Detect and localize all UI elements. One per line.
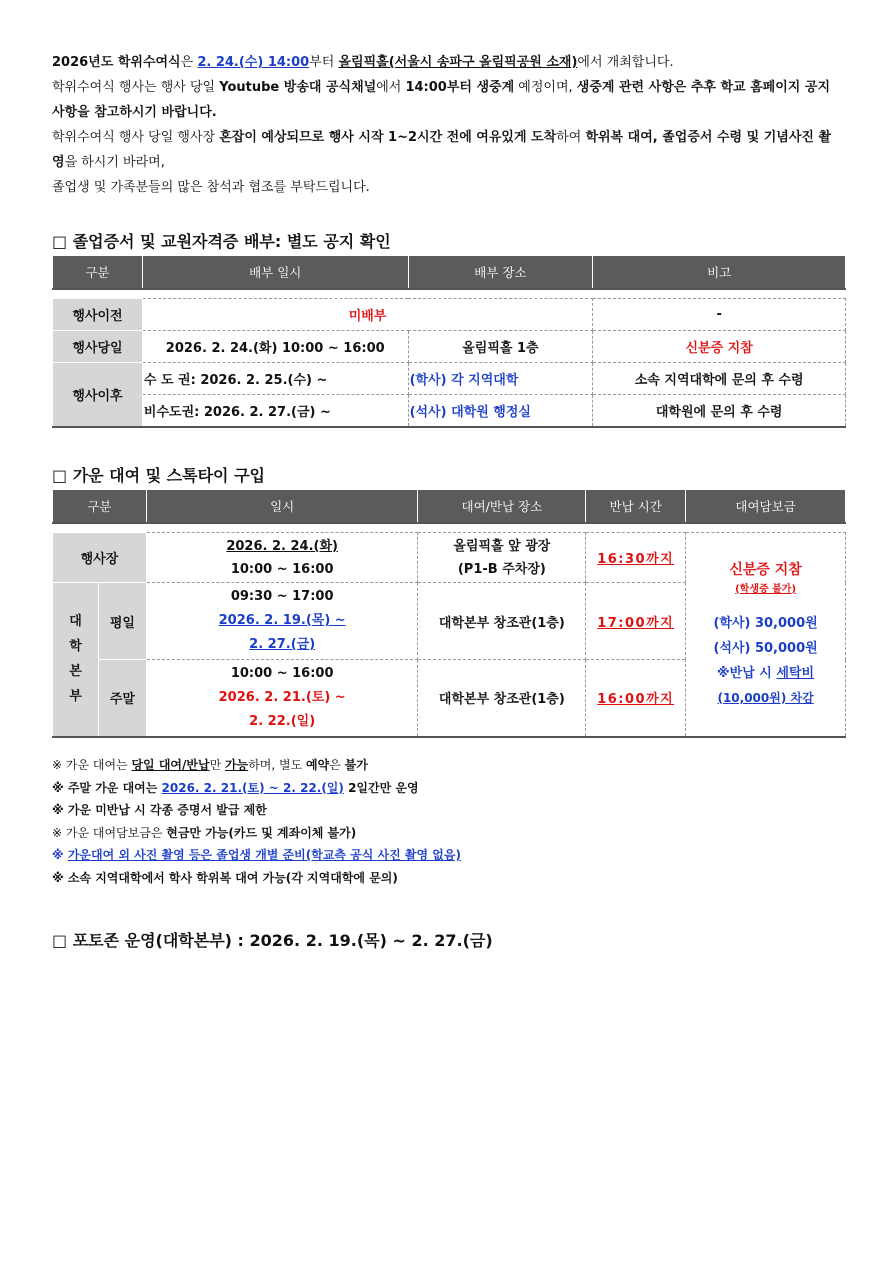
table-row: 행사이전 미배부 -: [53, 299, 846, 331]
header-return-time: 반납 시간: [586, 490, 686, 524]
table-row: 대 학 본 부 평일 09:30 ~ 17:00 2026. 2. 19.(목) ~ 2. 27.(금) 대학본부 창조관(1층) 17:00까지: [53, 583, 846, 660]
header-category: 구분: [53, 490, 147, 524]
section-title-certificates: □ 졸업증서 및 교원자격증 배부: 별도 공지 확인: [52, 232, 391, 251]
table-row: 행사당일 2026. 2. 24.(화) 10:00 ~ 16:00 올림픽홀 1층 신분증 지참: [53, 331, 846, 363]
gown-table: [52, 489, 846, 738]
header-rental-place: 대여/반납 장소: [418, 490, 586, 524]
section-title-photozone: □ 포토존 운영(대학본부) : 2026. 2. 19.(목) ~ 2. 27.(금): [52, 931, 493, 950]
table-row: 행사장 2026. 2. 24.(화) 10:00 ~ 16:00 올림픽홀 앞 광장 (P1-B 주차장) 16:30까지 신분증 지참 (학생증 불가) (학사) 30,000원 (석사) 50,000원 ※반납 시 세탁비 (10,000원) 차감: [53, 533, 846, 583]
note-item: ※ 가운 미반납 시 각종 증명서 발급 제한: [52, 803, 267, 817]
intro-line-2: 학위수여식 행사는 행사 당일 Youtube 방송대 공식채널에서 14:00부터 생중계 예정이며, 생중계 관련 사항은 추후 학교 홈페이지 공지사항을 참고하시기 바랍니다.: [52, 80, 830, 120]
note-item: ※ 가운대여 외 사진 촬영 등은 졸업생 개별 준비(학교측 공식 사진 촬영 없음): [52, 848, 461, 862]
intro-paragraph: [52, 50, 842, 200]
note-item: ※ 소속 지역대학에서 학사 학위복 대여 가능(각 지역대학에 문의): [52, 870, 398, 885]
section-title-gown: □ 가운 대여 및 스톡타이 구입: [52, 466, 265, 485]
header-deposit: 대여담보금: [686, 490, 846, 524]
hq-label: 대 학 본 부: [53, 583, 99, 737]
return-time-weekday: 17:00까지: [586, 583, 686, 660]
header-category: 구분: [53, 256, 143, 290]
intro-line-1: 2026년도 학위수여식은 2. 24.(수) 14:00부터 올림픽홀(서울시 송파구 올림픽공원 소재)에서 개최합니다.: [52, 55, 674, 70]
table-row: 행사이후 수 도 권: 2026. 2. 25.(수) ~ (학사) 각 지역대학 소속 지역대학에 문의 후 수령: [53, 363, 846, 395]
id-required-text: 신분증 지참: [593, 331, 846, 363]
header-datetime: 일시: [146, 490, 418, 524]
ceremony-date: 2. 24.(수) 14:00: [197, 55, 310, 70]
note-item: ※ 주말 가운 대여는 2026. 2. 21.(토) ~ 2. 22.(일) 2일간만 운영: [52, 780, 419, 795]
return-time-venue: 16:30까지: [586, 533, 686, 583]
header-note: 비고: [593, 256, 846, 290]
table-row: 주말 10:00 ~ 16:00 2026. 2. 21.(토) ~ 2. 22.(일) 대학본부 창조관(1층) 16:00까지: [53, 660, 846, 737]
not-distributed-text: 미배부: [142, 299, 592, 331]
return-time-weekend: 16:00까지: [586, 660, 686, 737]
deposit-cell: 신분증 지참 (학생증 불가) (학사) 30,000원 (석사) 50,000원 ※반납 시 세탁비 (10,000원) 차감: [686, 533, 846, 737]
header-place: 배부 장소: [408, 256, 593, 290]
note-item: ※ 가운 대여담보금은 현금만 가능(카드 및 계좌이체 불가): [52, 825, 357, 840]
table-row: 비수도권: 2026. 2. 27.(금) ~ (석사) 대학원 행정실 대학원에 문의 후 수령: [53, 395, 846, 428]
header-date: 배부 일시: [142, 256, 408, 290]
intro-line-3: 학위수여식 행사 당일 행사장 혼잡이 예상되므로 행사 시작 1~2시간 전에 여유있게 도착하여 학위복 대여, 졸업증서 수령 및 기념사진 촬영을 하시기 바라며,: [52, 130, 832, 170]
notes-list: [52, 754, 842, 889]
certificate-table: [52, 255, 846, 428]
ceremony-venue: 올림픽홀(서울시 송파구 올림픽공원 소재): [338, 55, 578, 70]
note-item: ※ 가운 대여는 당일 대여/반납만 가능하며, 별도 예약은 불가: [52, 758, 368, 772]
intro-line-4: 졸업생 및 가족분들의 많은 참석과 협조를 부탁드립니다.: [52, 180, 370, 195]
